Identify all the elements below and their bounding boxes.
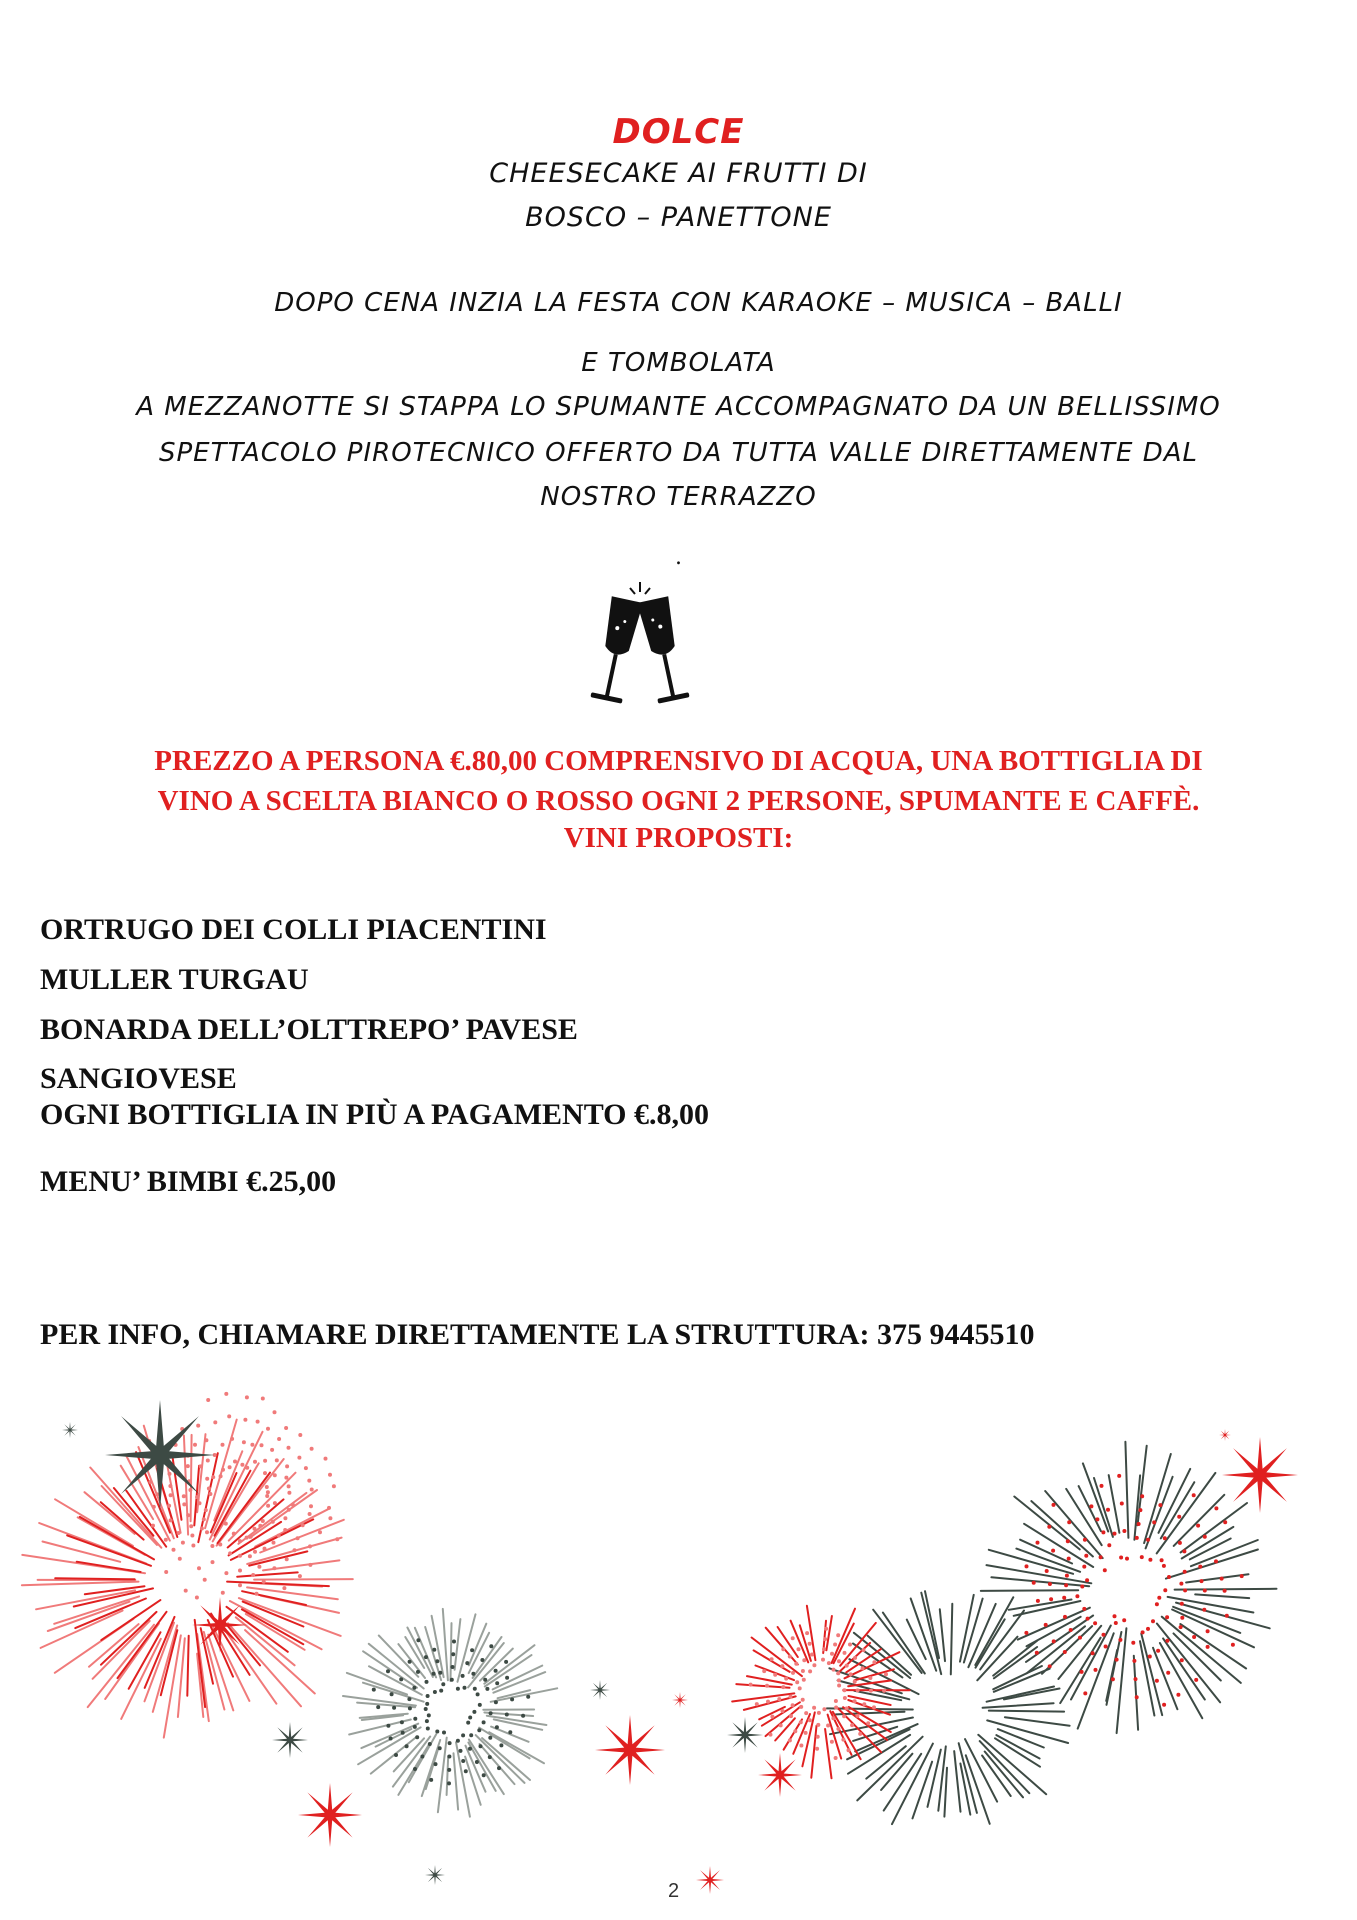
- wine-item: MULLER TURGAU: [40, 963, 309, 996]
- price-line-2: VINO A SCELTA BIANCO O ROSSO OGNI 2 PERSONE, SPUMANTE E CAFFÈ.: [157, 785, 1200, 817]
- firework-burst: [827, 1591, 1070, 1824]
- party-line-5: NOSTRO TERRAZZO: [540, 482, 817, 512]
- dessert-title: DOLCE: [612, 112, 745, 152]
- firework-star: [192, 1597, 248, 1653]
- wine-item: SANGIOVESE: [40, 1062, 237, 1095]
- separator-dot: .: [675, 545, 682, 570]
- party-line-2: E TOMBOLATA: [581, 348, 776, 378]
- wines-heading: VINI PROPOSTI:: [563, 822, 794, 854]
- firework-star: [272, 1722, 308, 1758]
- firework-star: [1219, 1429, 1231, 1441]
- firework-star: [425, 1865, 445, 1885]
- champagne-glasses-icon: [585, 580, 695, 720]
- fireworks-decoration: [0, 1380, 1357, 1920]
- contact-info: PER INFO, CHIAMARE DIRETTAMENTE LA STRUTTURA: 375 9445510: [40, 1318, 1035, 1351]
- firework-star: [1222, 1437, 1298, 1513]
- firework-star: [696, 1866, 724, 1894]
- dessert-line-2: BOSCO – PANETTONE: [525, 202, 832, 233]
- extra-bottle-price: OGNI BOTTIGLIA IN PIÙ A PAGAMENTO €.8,00: [40, 1098, 709, 1131]
- firework-burst: [343, 1609, 557, 1817]
- firework-star: [105, 1400, 215, 1510]
- firework-star: [727, 1717, 763, 1753]
- firework-star: [590, 1680, 610, 1700]
- party-line-3: A MEZZANOTTE SI STAPPA LO SPUMANTE ACCOMPAGNATO DA UN BELLISSIMO: [136, 392, 1221, 422]
- firework-star: [298, 1783, 362, 1847]
- party-line-1: DOPO CENA INZIA LA FESTA CON KARAOKE – MUSICA – BALLI: [274, 288, 1123, 318]
- kids-menu-price: MENU’ BIMBI €.25,00: [40, 1165, 337, 1198]
- firework-star: [595, 1715, 665, 1785]
- party-line-4: SPETTACOLO PIROTECNICO OFFERTO DA TUTTA VALLE DIRETTAMENTE DAL: [158, 438, 1199, 468]
- page-number: 2: [668, 1880, 680, 1902]
- wine-item: ORTRUGO DEI COLLI PIACENTINI: [40, 913, 547, 946]
- firework-star: [62, 1422, 78, 1438]
- firework-star: [672, 1692, 688, 1708]
- firework-burst: [981, 1442, 1277, 1733]
- firework-star: [758, 1753, 802, 1797]
- wine-item: BONARDA DELL’OLTTREPO’ PAVESE: [40, 1013, 578, 1046]
- price-line-1: PREZZO A PERSONA €.80,00 COMPRENSIVO DI ACQUA, UNA BOTTIGLIA DI: [154, 745, 1203, 777]
- dessert-line-1: CHEESECAKE AI FRUTTI DI: [489, 158, 868, 189]
